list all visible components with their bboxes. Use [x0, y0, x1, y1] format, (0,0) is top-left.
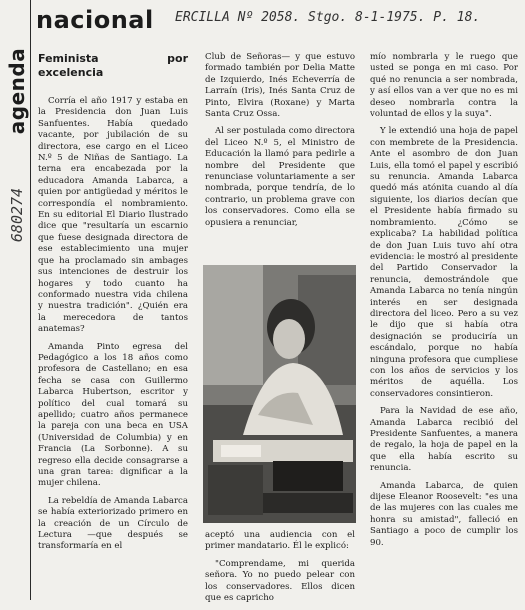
- article-column-1: [38, 52, 188, 559]
- archive-code-text: 680274: [8, 187, 26, 243]
- article-column-2: [205, 52, 355, 235]
- section-rail-label: [6, 38, 28, 143]
- paragraph: Al ser postulada como directora del Liceo N.º 5, el Ministro de Educación la llamó para pedirle a nombre del Presidente que renunciase voluntariamente a ser nombrada, porque tendría, de lo contrario, un problema grave con los conservadores. Como ella se opusiera a renunciar,: [205, 126, 355, 228]
- paragraph: Corría el año 1917 y estaba en la Presidencia don Juan Luis Sanfuentes. Había quedado vacante, por jubilación de su directora, ese cargo en el Liceo N.º 5 de Niñas de Santiago. La terna era encabezada por la educadora Amanda Labarca, a quien por antigüedad y méritos le correspondía el nombramiento. En su editorial El Diario Ilustrado dice que "resultaría un escarnio que fuese designada directora de ese establecimiento una mujer que ha proclamado sin ambages sus intenciones de destruir los hogares y todo cuanto ha conformado nuestra vida chilena y nuestra tradición". ¿Quién era la merecedora de tantos anatemas?: [38, 96, 188, 335]
- paragraph: Para la Navidad de ese año, Amanda Labarca recibió del Presidente Sanfuentes, a manera de regalo, la hoja de papel en la que ella había escrito su renuncia.: [370, 406, 518, 474]
- paragraph: Club de Señoras— y que estuvo formado también por Delia Matte de Izquierdo, Inés Echeverría de Larraín (Iris), Inés Santa Cruz de Pinto, Elvira (Roxane) y Marta Santa Cruz Ossa.: [205, 52, 355, 120]
- portrait-photo: [203, 265, 356, 523]
- paragraph: aceptó una audiencia con el primer mandatario. Él le explicó:: [205, 530, 355, 552]
- archive-code: [6, 175, 28, 255]
- article-title: Feminista por excelencia: [38, 52, 188, 79]
- paragraph: Y le extendió una hoja de papel con membrete de la Presidencia. Ante el asombro de don Juan Luis, ella tomó el papel y escribió su renuncia. Amanda Labarca quedó más atónita cuando al día siguiente, los diarios decían que el Presidente había firmado su nombramiento. ¿Cómo se explicaba? La habilidad política de don Juan Luis tuvo ahí otra evidencia: le mostró al presidente del Partido Conservador la renuncia, demostrándole que Amanda Labarca no tenía ningún interés en ser designada directora del liceo. Pero a su vez le dijo que si había otra designación se produciría un escándalo, porque no había ninguna profesora que cumpliese con los años de servicios y los méritos de aquélla. Los conservadores consintieron.: [370, 126, 519, 399]
- section-title: nacional: [36, 6, 154, 34]
- paragraph: Amanda Pinto egresa del Pedagógico a los 18 años como profesora de Castellano; en esa fecha se casa con Guillermo Labarca Hubertson, escritor y político del cual tomará su apellido; cuatro años permanece la pareja con una beca en USA (Universidad de Columbia) y en Francia (La Sorbonne). A su regreso ella decide consagrarse a una gran tarea: dignificar a la mujer chilena.: [38, 341, 188, 489]
- article-column-3: [370, 52, 518, 555]
- paragraph: La rebeldía de Amanda Labarca se había exteriorizado primero en la creación de un Círculo de Lectura —que después se transformaría en el: [38, 495, 188, 552]
- paragraph: Amanda Labarca, de quien dijese Eleanor Roosevelt: "es una de las mujeres con las cuales me honra su amistad", falleció en Santiago a poco de cumplir los 90.: [370, 480, 518, 548]
- paragraph: mío nombrarla y le ruego que usted se ponga en mi caso. Por qué no renuncia a ser nombrada, y así ellos van a ver que no es mi deseo nombrarla contra la voluntad de ellos y la suya".: [370, 52, 518, 120]
- article-column-2-continued: [205, 530, 355, 610]
- photo-illustration: [203, 265, 356, 523]
- handwritten-note: ERCILLA Nº 2058. Stgo. 8-1-1975. P. 18.: [175, 10, 481, 25]
- section-rail: [4, 0, 31, 600]
- section-rail-text: agenda: [5, 47, 29, 134]
- paragraph: "Comprendame, mi querida señora. Yo no puedo pelear con los conservadores. Ellos dicen que es capricho: [205, 558, 355, 604]
